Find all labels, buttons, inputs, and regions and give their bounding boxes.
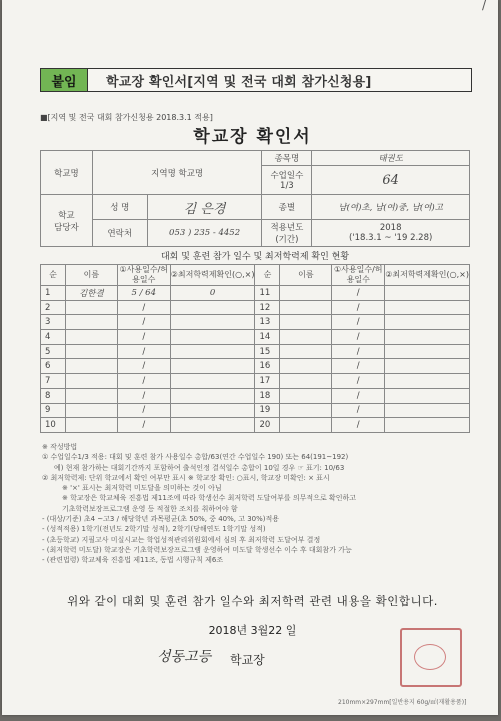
cell-no: 10	[41, 418, 66, 433]
document-title: 학교장 확인서	[193, 127, 312, 147]
cell-no: 3	[41, 315, 66, 330]
year-period: ('18.3.1 ~ '19 2.28)	[349, 233, 433, 243]
cell-no: 17	[255, 374, 280, 389]
event-label: 종목명	[262, 151, 312, 166]
cell-used: /	[117, 300, 170, 315]
cell-name	[280, 388, 332, 403]
cell-no: 2	[41, 300, 66, 315]
cell-min	[385, 359, 470, 374]
col-no: 순	[41, 265, 66, 286]
attachment-header	[40, 68, 472, 92]
notes-section	[42, 442, 470, 566]
col-used: ①사용일수/허용일수	[117, 265, 170, 286]
cell-used: /	[332, 388, 385, 403]
participation-table	[40, 264, 470, 433]
cell-used: /	[332, 344, 385, 359]
year-label: 적용년도 (기간)	[262, 220, 312, 247]
cell-name	[280, 286, 332, 301]
cell-no: 20	[255, 418, 280, 433]
cell-name	[65, 374, 117, 389]
table-row	[41, 359, 470, 374]
table-row	[41, 388, 470, 403]
table-row	[41, 300, 470, 315]
cell-min	[385, 330, 470, 345]
cell-no: 7	[41, 374, 66, 389]
cell-min	[385, 315, 470, 330]
cell-name	[280, 418, 332, 433]
cell-used: /	[332, 300, 385, 315]
table-row	[41, 330, 470, 345]
cell-used: /	[117, 418, 170, 433]
table-row	[41, 418, 470, 433]
cell-min	[170, 403, 255, 418]
cell-name	[65, 388, 117, 403]
table-row	[41, 344, 470, 359]
cell-used: /	[117, 344, 170, 359]
cell-name	[65, 330, 117, 345]
confirm-statement: 위와 같이 대회 및 훈련 참가 일수와 최저학력 관련 내용을 확인합니다.	[67, 594, 438, 608]
cell-name	[280, 344, 332, 359]
cell-no: 16	[255, 359, 280, 374]
cell-min	[170, 330, 255, 345]
school-days-value: 64	[312, 166, 470, 195]
cell-name: 김한결	[65, 286, 117, 301]
cell-name	[65, 315, 117, 330]
note-line: ※ 학교장은 학교체육 진흥법 제11조에 따라 학생선수 최저학력 도달여부를 의무적으로 확인하고	[62, 494, 356, 503]
cell-min: 0	[170, 286, 255, 301]
note-line: - (최저학력 미도달) 학교장은 기초학력보장프로그램 운영하여 미도달 학생선수 이수 후 대회참가 가능	[42, 545, 352, 554]
cell-used: /	[117, 374, 170, 389]
cell-used: /	[117, 388, 170, 403]
year-value: 2018	[379, 223, 402, 233]
table-row	[41, 403, 470, 418]
cell-used: /	[332, 315, 385, 330]
school-name-handwritten: 성동고등	[157, 649, 212, 665]
col-min: ②최저학력제확인(○,×)	[385, 265, 470, 286]
cell-no: 15	[255, 344, 280, 359]
note-line: 예) 현재 참가하는 대회기간까지 포함하여 출석인정 결석일수 총합이 10일 경우 ☞ 표기: 10/63	[54, 463, 345, 472]
cell-min	[170, 300, 255, 315]
type-label: 종별	[262, 195, 312, 220]
cell-name	[65, 403, 117, 418]
cell-used: /	[117, 403, 170, 418]
col-name: 이름	[65, 265, 117, 286]
cell-used: 5 / 64	[117, 286, 170, 301]
type-value: 남(여)초, 남(여)중, 남(여)고	[312, 195, 470, 220]
cell-used: /	[332, 418, 385, 433]
contact-value: 053 ) 235 - 4452	[147, 220, 262, 247]
year-cell	[312, 220, 470, 247]
col-name: 이름	[280, 265, 332, 286]
cell-used: /	[117, 315, 170, 330]
principal-title: 학교장	[230, 653, 265, 667]
cell-no: 18	[255, 388, 280, 403]
cell-no: 19	[255, 403, 280, 418]
event-value: 태권도	[312, 151, 470, 166]
cell-no: 5	[41, 344, 66, 359]
cell-min	[170, 374, 255, 389]
manager-label: 학교 담당자	[41, 195, 93, 247]
note-line: - (대상/기준) 초4 ~고3 / 해당학년 과목평균(초 50%, 중 40%, 고 30%)적용	[42, 515, 280, 524]
cell-name	[280, 374, 332, 389]
note-line: ※ '×' 표시는 최저학력 미도달을 의미하는 것이 아님	[62, 484, 222, 493]
note-line: ② 최저학력제: 단위 학교에서 확인 여부만 표시 ※ 학교장 확인: ○표시, 학교장 미확인: × 표시	[42, 473, 330, 482]
col-no: 순	[255, 265, 280, 286]
document-page	[2, 0, 498, 715]
table-row	[41, 315, 470, 330]
cell-min	[385, 300, 470, 315]
note-line: - (성적적용) 1학기(전년도 2학기말 성적), 2학기(당해연도 1학기말 성적)	[42, 525, 266, 534]
cell-min	[385, 403, 470, 418]
cell-no: 13	[255, 315, 280, 330]
cell-min	[170, 315, 255, 330]
attachment-tag: 붙임	[41, 69, 88, 91]
school-label: 학교명	[41, 151, 93, 195]
cell-used: /	[332, 374, 385, 389]
corner-mark: /	[481, 0, 486, 12]
table-row	[41, 286, 470, 301]
cell-min	[170, 359, 255, 374]
cell-name	[65, 344, 117, 359]
cell-used: /	[332, 286, 385, 301]
cell-no: 4	[41, 330, 66, 345]
cell-name	[65, 300, 117, 315]
official-seal	[400, 628, 462, 687]
cell-min	[385, 286, 470, 301]
cell-no: 12	[255, 300, 280, 315]
cell-name	[280, 315, 332, 330]
section-title: 대회 및 훈련 참가 일수 및 최저학력제 확인 현황	[160, 252, 350, 262]
form-note: ■[지역 및 전국 대회 참가신청용 2018.3.1 적용]	[40, 113, 213, 122]
paper-spec: 210mm×297mm[일반용지 60g/㎡(재활용품)]	[338, 699, 467, 706]
cell-min	[385, 418, 470, 433]
name-value: 김 은경	[147, 195, 262, 220]
cell-min	[385, 374, 470, 389]
cell-no: 1	[41, 286, 66, 301]
cell-no: 6	[41, 359, 66, 374]
note-line: ※ 작성방법	[42, 443, 78, 451]
school-days-label: 수업일수 1/3	[262, 166, 312, 195]
cell-no: 11	[255, 286, 280, 301]
cell-name	[280, 300, 332, 315]
col-used: ①사용일수/허용일수	[332, 265, 385, 286]
cell-no: 8	[41, 388, 66, 403]
cell-used: /	[332, 359, 385, 374]
region-school: 지역명 학교명	[92, 151, 262, 195]
date-line: 2018년 3월22 일	[208, 624, 297, 637]
col-min: ②최저학력제확인(○,×)	[170, 265, 255, 286]
cell-name	[280, 403, 332, 418]
attachment-title: 학교장 확인서[지역 및 전국 대회 참가신청용]	[106, 74, 372, 90]
cell-min	[385, 344, 470, 359]
name-label: 성 명	[92, 195, 147, 220]
cell-name	[280, 330, 332, 345]
cell-min	[170, 418, 255, 433]
note-line: - (초등학교) 지필고사 미실시교는 학업성적관리위원회에서 심의 후 최저학력 도달여부 결정	[42, 535, 321, 544]
cell-used: /	[332, 330, 385, 345]
cell-min	[170, 344, 255, 359]
cell-name	[65, 418, 117, 433]
cell-min	[385, 388, 470, 403]
cell-name	[280, 359, 332, 374]
note-line: - (관련법령) 학교체육 진흥법 제11조, 동법 시행규칙 제6조	[42, 556, 224, 565]
cell-no: 9	[41, 403, 66, 418]
contact-label: 연락처	[92, 220, 147, 247]
cell-used: /	[117, 330, 170, 345]
cell-used: /	[117, 359, 170, 374]
cell-used: /	[332, 403, 385, 418]
cell-min	[170, 388, 255, 403]
table-row	[41, 374, 470, 389]
note-line: 기초학력보장프로그램 운영 등 적절한 조치를 취하여야 함	[62, 504, 238, 513]
note-line: ① 수업일수1/3 적용: 대회 및 훈련 참가 사용일수 총합/63(연간 수업일수 190) 또는 64(191~192)	[42, 453, 349, 462]
cell-no: 14	[255, 330, 280, 345]
school-info-table	[40, 150, 470, 247]
cell-name	[65, 359, 117, 374]
